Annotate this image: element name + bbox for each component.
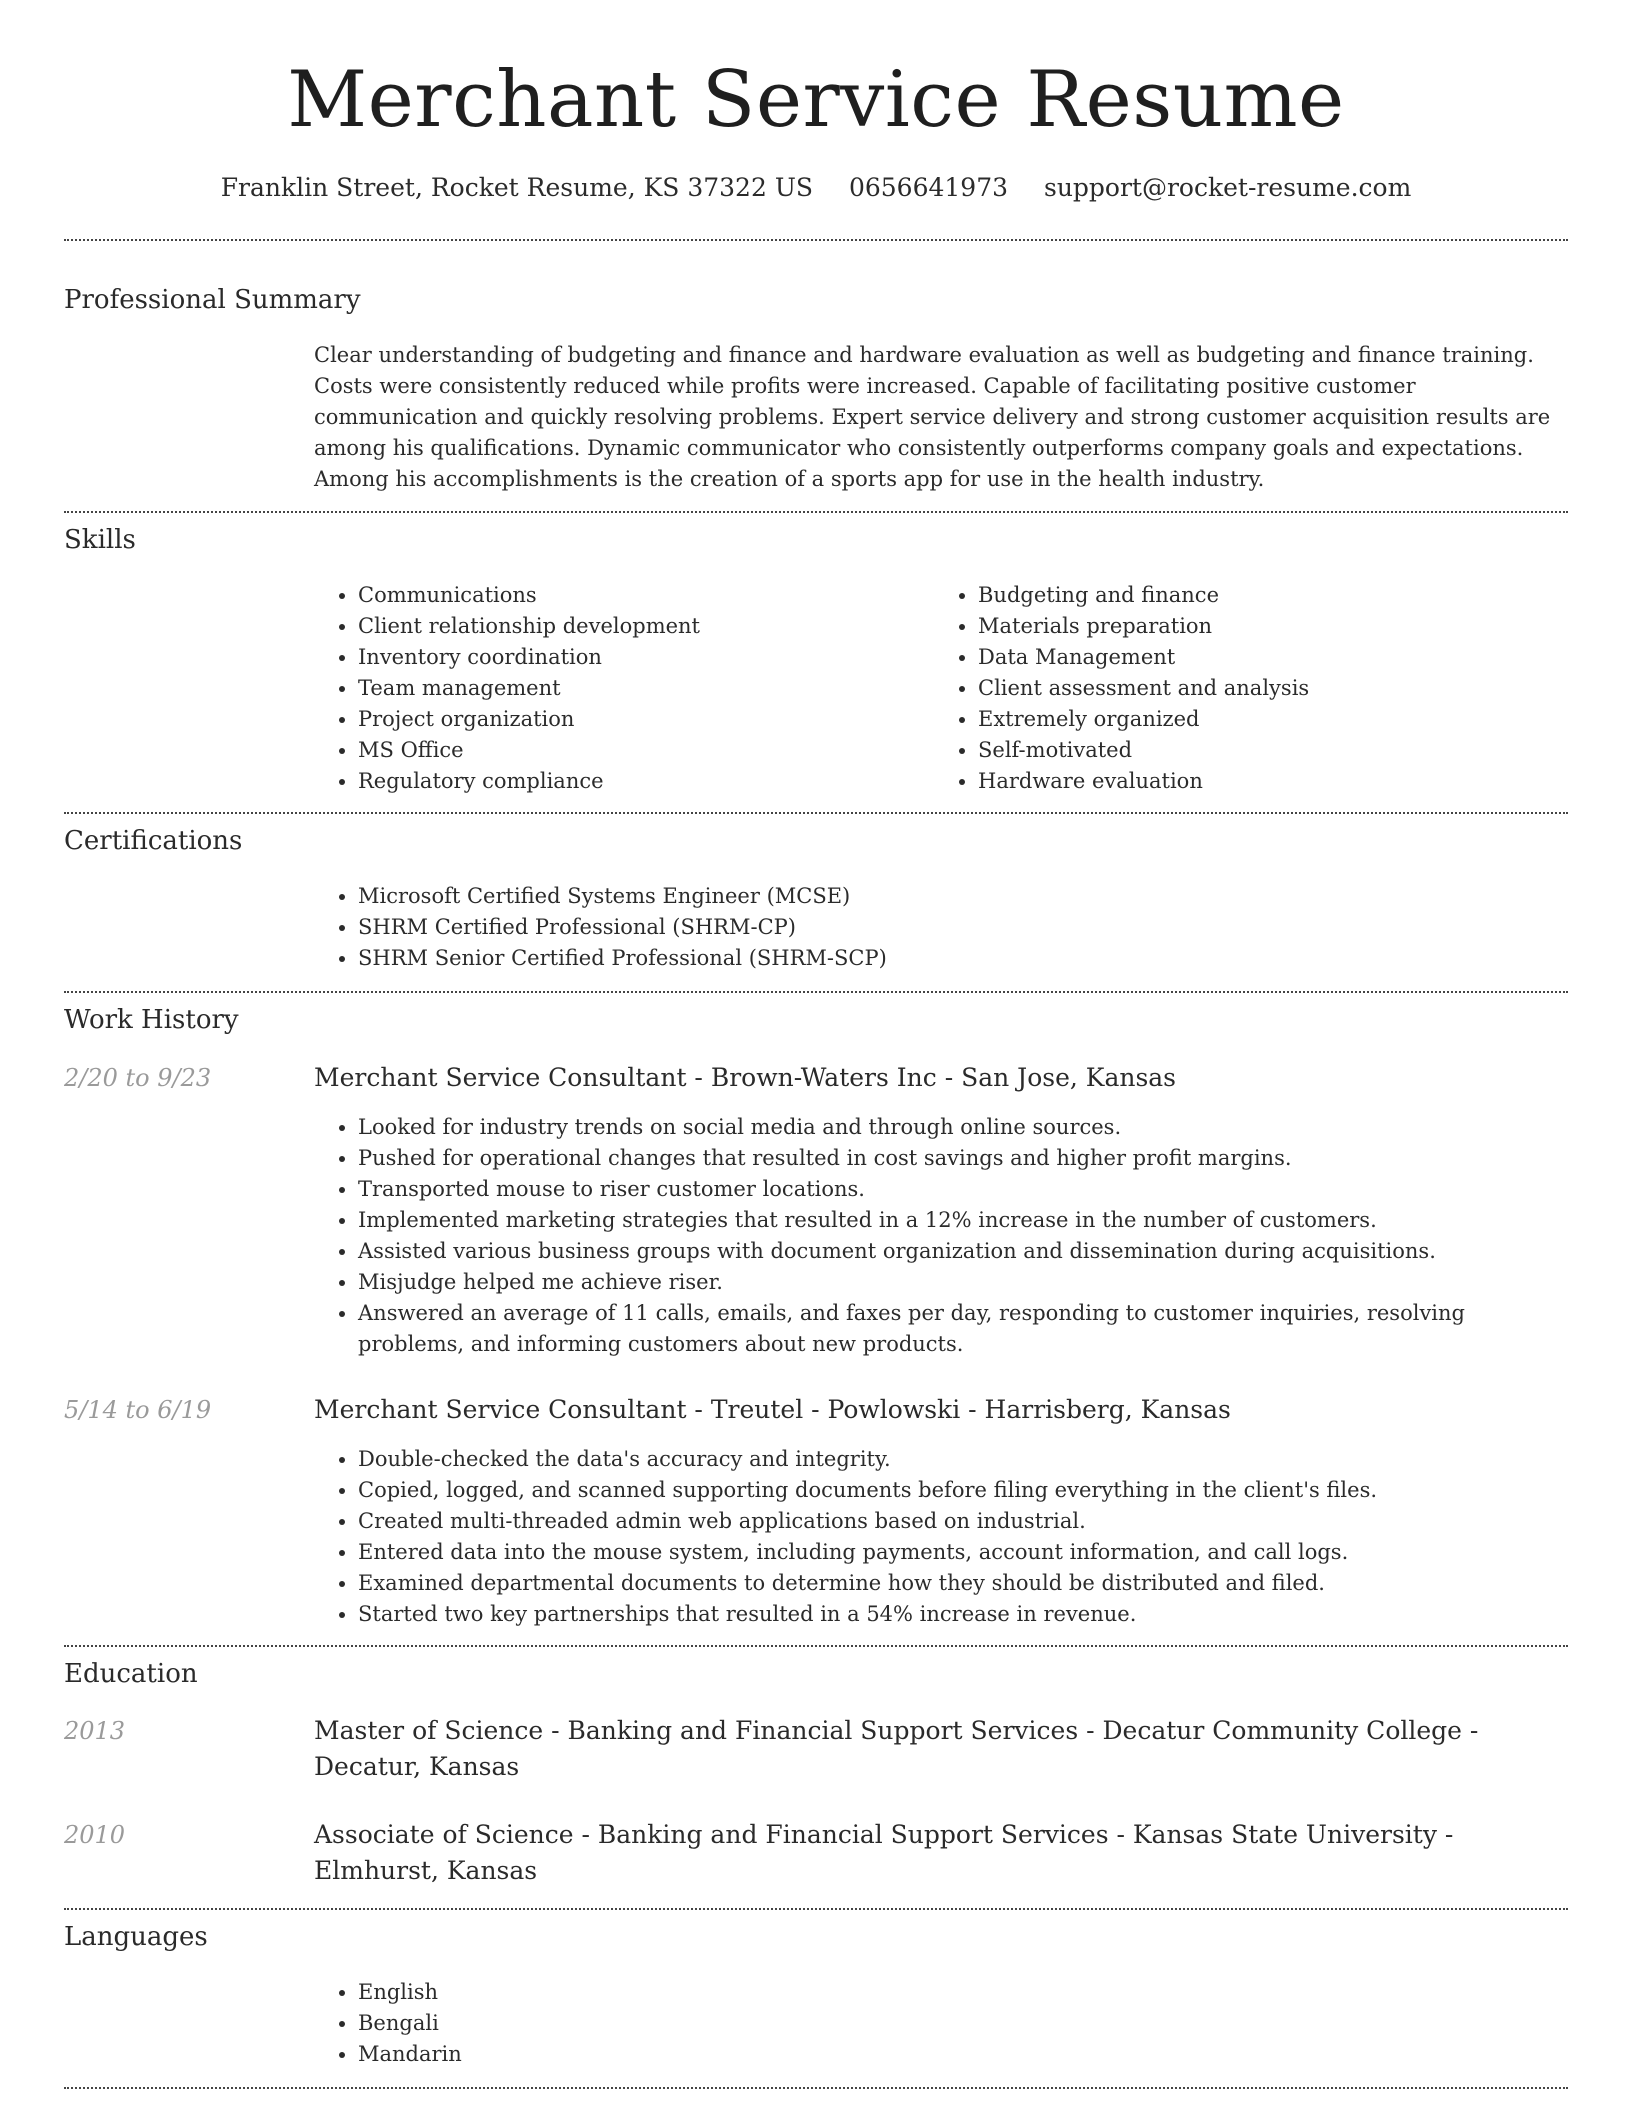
contact-email: support@rocket-resume.com (1043, 173, 1412, 202)
language-item: • English (358, 1977, 1554, 2008)
job-duty: • Entered data into the mouse system, including payments, account information, and call logs. (358, 1537, 1554, 1568)
section-heading-skills: Skills (64, 525, 136, 555)
job-duty: • Examined departmental documents to determine how they should be distributed and filed. (358, 1568, 1554, 1599)
summary-section (314, 340, 1554, 495)
skill-item: • Project organization (358, 704, 934, 735)
job-duty: • Started two key partnerships that resulted in a 54% increase in revenue. (358, 1599, 1554, 1630)
languages-list (314, 1977, 1554, 2070)
job-title: Merchant Service Consultant - Treutel - Powlowski - Harrisberg, Kansas (314, 1395, 1231, 1424)
skill-item: • Materials preparation (978, 611, 1554, 642)
certifications-list (314, 881, 1554, 974)
job-duty: • Looked for industry trends on social media and through online sources. (358, 1112, 1554, 1143)
skill-item: • Team management (358, 673, 934, 704)
resume-title: Merchant Service Resume (287, 55, 1345, 145)
job-duty: • Answered an average of 11 calls, emails, and faxes per day, responding to customer inquiries, resolving problems, and informing customers about new products. (358, 1298, 1554, 1360)
divider (64, 812, 1568, 814)
skill-item: • Data Management (978, 642, 1554, 673)
section-heading-summary: Professional Summary (64, 285, 361, 315)
skills-column-left (314, 580, 934, 797)
skill-item: • Client assessment and analysis (978, 673, 1554, 704)
contact-phone: 0656641973 (848, 173, 1009, 202)
skill-item: • Hardware evaluation (978, 766, 1554, 797)
skills-list (314, 580, 1554, 797)
language-item: • Bengali (358, 2008, 1554, 2039)
job-duties-list (314, 1444, 1554, 1630)
divider (64, 239, 1568, 241)
certification-item: • SHRM Certified Professional (SHRM-CP) (358, 912, 1554, 943)
skill-item: • Budgeting and finance (978, 580, 1554, 611)
section-heading-languages: Languages (64, 1922, 208, 1952)
skill-item: • Self-motivated (978, 735, 1554, 766)
job-duty: • Assisted various business groups with document organization and dissemination during acquisitions. (358, 1236, 1554, 1267)
job-duty: • Misjudge helped me achieve riser. (358, 1267, 1554, 1298)
job-duties-list (314, 1112, 1554, 1360)
skill-item: • Regulatory compliance (358, 766, 934, 797)
job-duty: • Double-checked the data's accuracy and integrity. (358, 1444, 1554, 1475)
education-year: 2010 (64, 1821, 126, 1849)
divider (64, 511, 1568, 513)
contact-line (0, 170, 1632, 206)
language-item: • Mandarin (358, 2039, 1554, 2070)
summary-text: Clear understanding of budgeting and finance and hardware evaluation as well as budgeting and finance training. Costs were consistently reduced while profits were increased. Capable of facilitating positive customer communication and quickly resolving problems. Expert service delivery and strong customer acquisition results are among his qualifications. Dynamic communicator who consistently outperforms company goals and expectations. Among his accomplishments is the creation of a sports app for use in the health industry. (314, 343, 1551, 491)
certification-item: • SHRM Senior Certified Professional (SHRM-SCP) (358, 943, 1554, 974)
education-year: 2013 (64, 1717, 126, 1745)
section-heading-certifications: Certifications (64, 826, 243, 856)
education-entry: Associate of Science - Banking and Financial Support Services - Kansas State University - Elmhurst, Kansas (314, 1820, 1454, 1885)
skill-item: • MS Office (358, 735, 934, 766)
job-duty: • Transported mouse to riser customer locations. (358, 1174, 1554, 1205)
section-heading-education: Education (64, 1659, 198, 1689)
education-entry: Master of Science - Banking and Financial Support Services - Decatur Community College - Decatur, Kansas (314, 1716, 1479, 1781)
skill-item: • Client relationship development (358, 611, 934, 642)
skill-item: • Communications (358, 580, 934, 611)
skills-column-right (934, 580, 1554, 797)
skill-item: • Extremely organized (978, 704, 1554, 735)
divider (64, 991, 1568, 993)
section-heading-work-history: Work History (64, 1005, 239, 1035)
job-duty: • Copied, logged, and scanned supporting documents before filing everything in the client's files. (358, 1475, 1554, 1506)
divider (64, 1645, 1568, 1647)
job-dates: 2/20 to 9/23 (64, 1064, 212, 1092)
job-duty: • Created multi-threaded admin web applications based on industrial. (358, 1506, 1554, 1537)
contact-address: Franklin Street, Rocket Resume, KS 37322 US (220, 173, 814, 202)
skill-item: • Inventory coordination (358, 642, 934, 673)
job-duty: • Pushed for operational changes that resulted in cost savings and higher profit margins. (358, 1143, 1554, 1174)
job-title: Merchant Service Consultant - Brown-Waters Inc - San Jose, Kansas (314, 1063, 1177, 1092)
divider (64, 1908, 1568, 1910)
job-duty: • Implemented marketing strategies that resulted in a 12% increase in the number of customers. (358, 1205, 1554, 1236)
certification-item: • Microsoft Certified Systems Engineer (MCSE) (358, 881, 1554, 912)
divider (64, 2087, 1568, 2089)
job-dates: 5/14 to 6/19 (64, 1396, 212, 1424)
